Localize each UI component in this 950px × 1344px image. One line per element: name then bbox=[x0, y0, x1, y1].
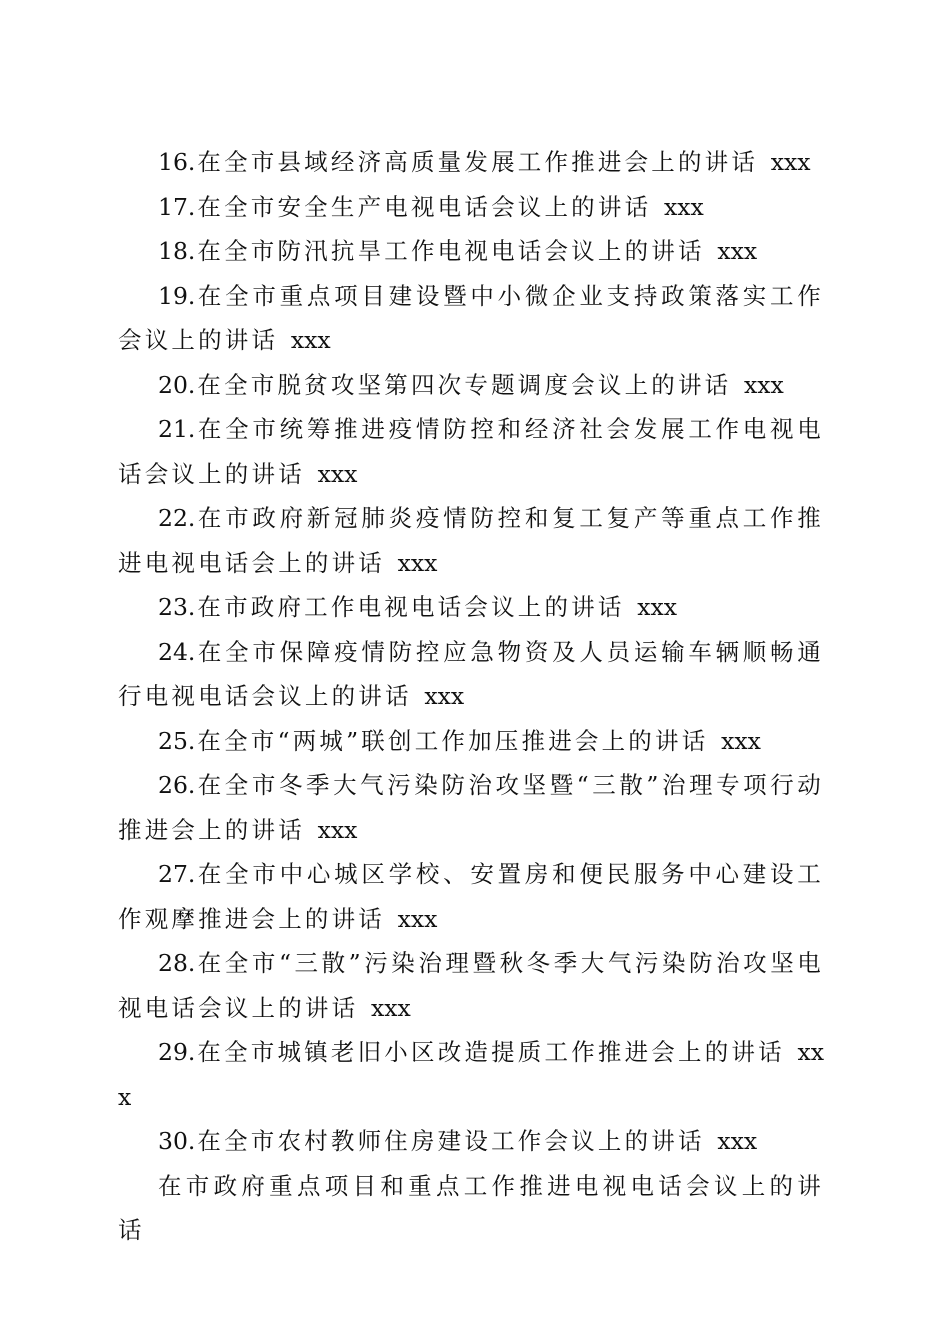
closing-heading: 在市政府重点项目和重点工作推进电视电话会议上的讲话 bbox=[118, 1171, 824, 1244]
list-item bbox=[118, 1030, 824, 1119]
item-title: 在全市冬季大气污染防治攻坚暨“三散”治理专项行动推进会上的讲话 bbox=[118, 771, 824, 844]
list-item bbox=[118, 852, 824, 941]
item-suffix: xxx bbox=[717, 237, 758, 265]
item-title: 在全市农村教师住房建设工作会议上的讲话 bbox=[197, 1127, 705, 1155]
list-item bbox=[118, 941, 824, 1030]
item-number: 25. bbox=[158, 726, 196, 755]
list-item bbox=[118, 274, 824, 363]
item-suffix: xxx bbox=[637, 593, 678, 621]
item-suffix: xxx bbox=[370, 993, 411, 1022]
item-suffix: xxx bbox=[663, 192, 704, 221]
item-title: 在全市保障疫情防控应急物资及人员运输车辆顺畅通行电视电话会议上的讲话 bbox=[118, 637, 824, 710]
item-title: 在全市“两城”联创工作加压推进会上的讲话 bbox=[197, 726, 709, 755]
item-suffix: xxx bbox=[118, 1038, 824, 1111]
item-number: 28. bbox=[158, 949, 196, 977]
item-number: 22. bbox=[158, 504, 196, 532]
speech-list bbox=[118, 140, 824, 1253]
item-title: 在全市防汛抗旱工作电视电话会议上的讲话 bbox=[197, 237, 705, 265]
item-number: 26. bbox=[158, 771, 196, 799]
list-item bbox=[118, 1119, 824, 1164]
list-item bbox=[118, 140, 824, 185]
item-suffix: xxx bbox=[317, 815, 358, 844]
item-suffix: xxx bbox=[397, 548, 438, 577]
item-title: 在市政府新冠肺炎疫情防控和复工复产等重点工作推进电视电话会上的讲话 bbox=[118, 504, 824, 577]
list-item bbox=[118, 363, 824, 408]
list-item bbox=[118, 585, 824, 630]
list-item bbox=[118, 763, 824, 852]
item-number: 24. bbox=[158, 637, 196, 666]
item-suffix: xxx bbox=[397, 904, 438, 933]
item-suffix: xxx bbox=[290, 326, 331, 354]
list-item bbox=[118, 185, 824, 230]
item-number: 21. bbox=[158, 415, 196, 443]
item-title: 在全市“三散”污染治理暨秋冬季大气污染防治攻坚电视电话会议上的讲话 bbox=[118, 949, 824, 1022]
item-title: 在市政府工作电视电话会议上的讲话 bbox=[197, 593, 625, 621]
list-item bbox=[118, 407, 824, 496]
item-number: 27. bbox=[158, 860, 196, 888]
list-item bbox=[118, 719, 824, 764]
item-number: 19. bbox=[158, 281, 196, 310]
item-suffix: xxx bbox=[424, 682, 465, 710]
item-title: 在全市中心城区学校、安置房和便民服务中心建设工作观摩推进会上的讲话 bbox=[118, 860, 824, 933]
item-suffix: xxx bbox=[717, 1127, 758, 1155]
list-item bbox=[118, 496, 824, 585]
list-item bbox=[118, 229, 824, 274]
item-number: 17. bbox=[158, 192, 196, 221]
item-suffix: xxx bbox=[721, 726, 761, 755]
item-number: 30. bbox=[158, 1127, 196, 1155]
item-suffix: xxx bbox=[744, 370, 784, 399]
item-title: 在全市统筹推进疫情防控和经济社会发展工作电视电话会议上的讲话 bbox=[118, 415, 824, 488]
item-number: 16. bbox=[158, 148, 196, 176]
item-number: 23. bbox=[158, 593, 196, 621]
item-title: 在全市脱贫攻坚第四次专题调度会议上的讲话 bbox=[197, 370, 732, 399]
item-number: 29. bbox=[158, 1038, 196, 1066]
item-title: 在全市重点项目建设暨中小微企业支持政策落实工作会议上的讲话 bbox=[118, 281, 824, 354]
item-title: 在全市县域经济高质量发展工作推进会上的讲话 bbox=[197, 148, 759, 176]
list-item bbox=[118, 630, 824, 719]
item-suffix: xxx bbox=[317, 459, 358, 488]
item-suffix: xxx bbox=[770, 148, 811, 176]
item-title: 在全市城镇老旧小区改造提质工作推进会上的讲话 bbox=[197, 1038, 785, 1066]
item-number: 18. bbox=[158, 237, 196, 265]
item-title: 在全市安全生产电视电话会议上的讲话 bbox=[197, 192, 652, 221]
item-number: 20. bbox=[158, 370, 196, 399]
